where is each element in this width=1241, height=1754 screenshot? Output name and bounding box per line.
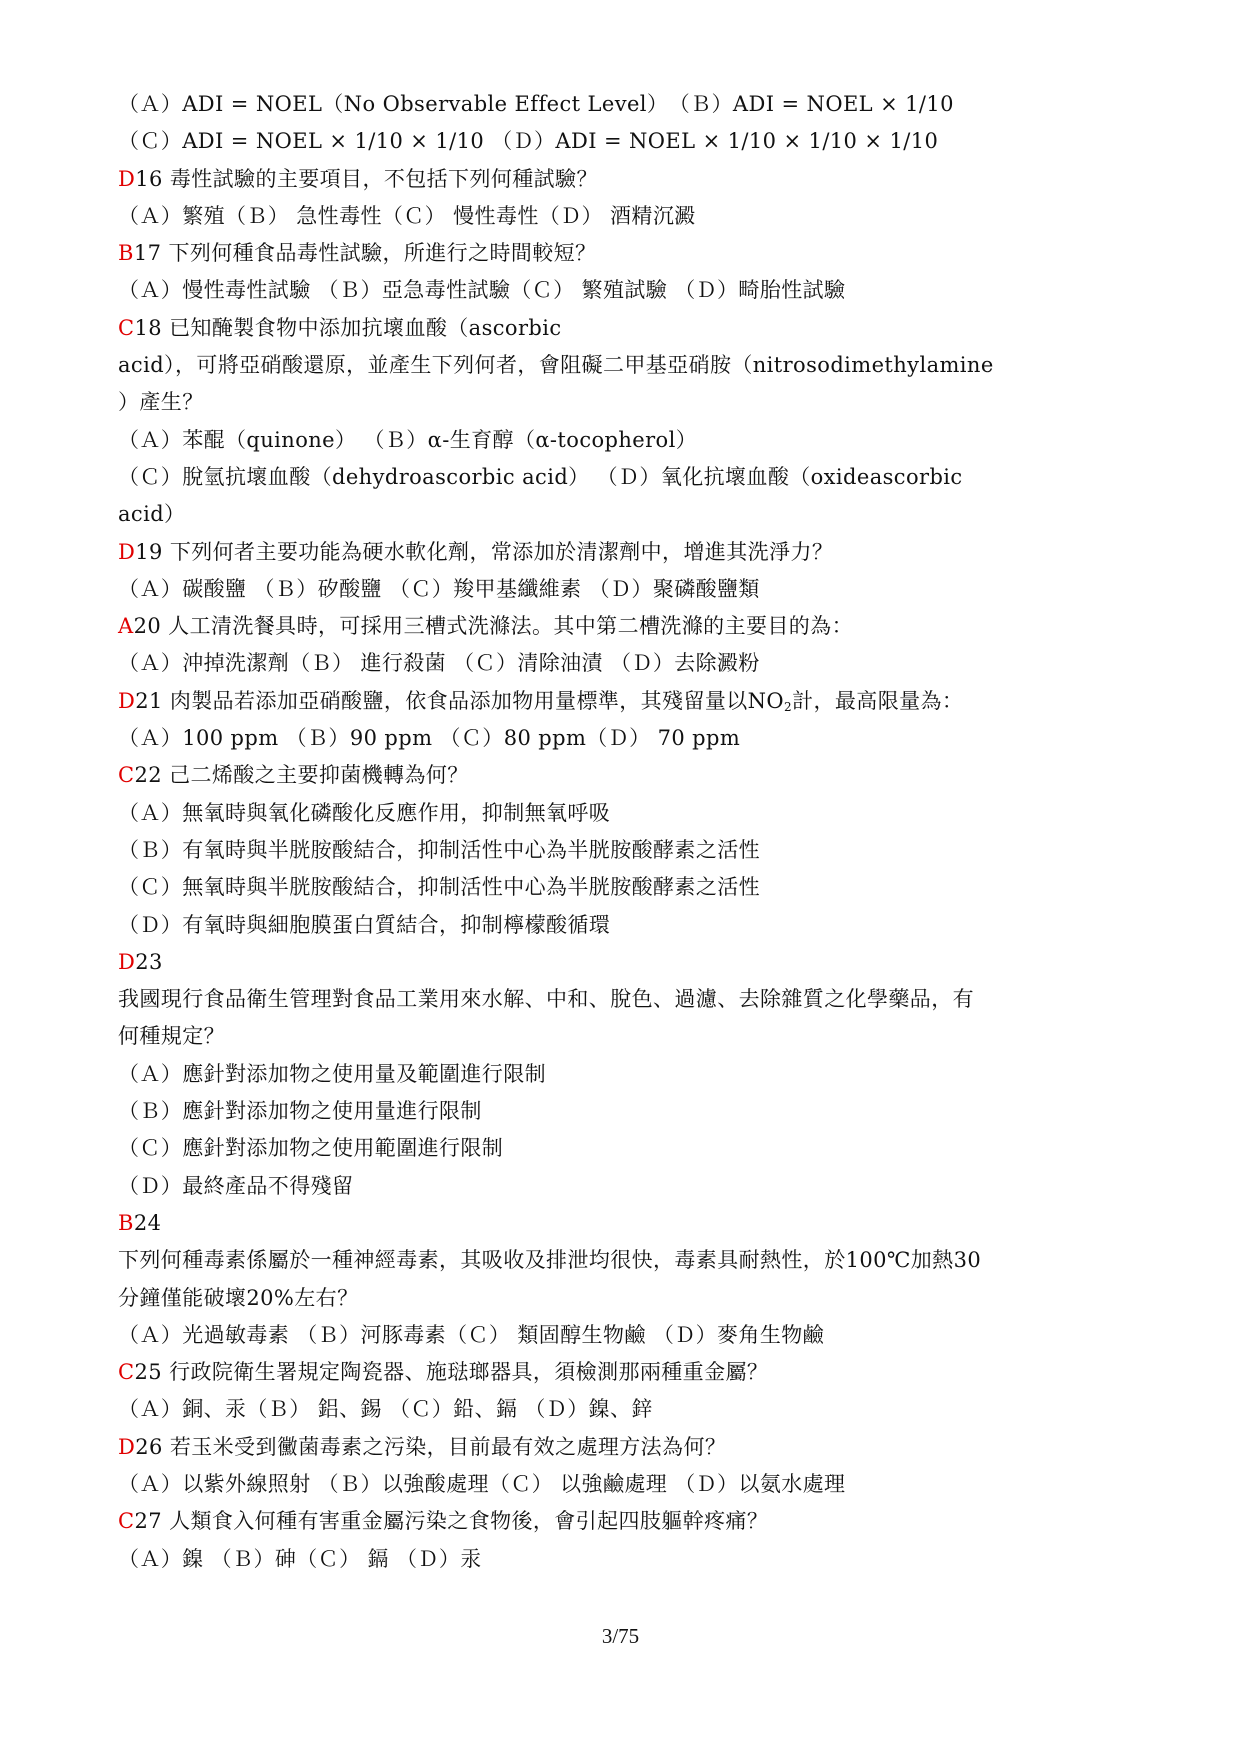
question-line: [118, 1354, 1128, 1391]
text-line: [118, 1242, 1128, 1279]
question-line: [118, 235, 1128, 272]
line-text: （Ｂ）應針對添加物之使用量進行限制: [118, 1099, 482, 1124]
line-text-continued: 計，最高限量為：: [792, 688, 964, 713]
line-text: （Ａ）100 ppm （Ｂ）90 ppm （Ｃ）80 ppm（Ｄ） 70 ppm: [118, 726, 741, 751]
line-text: （Ａ）沖掉洗潔劑（Ｂ） 進行殺菌 （Ｃ）清除油漬 （Ｄ）去除澱粉: [118, 651, 760, 676]
line-text: （Ｃ）應針對添加物之使用範圍進行限制: [118, 1136, 504, 1161]
answer-letter: B: [118, 1210, 134, 1235]
line-text: 21 肉製品若添加亞硝酸鹽，依食品添加物用量標準，其殘留量以NO: [135, 688, 785, 713]
line-text: 分鐘僅能破壞20%左右？: [118, 1285, 359, 1310]
question-line: [118, 1205, 1128, 1242]
line-text: （Ｄ）最終產品不得殘留: [118, 1173, 354, 1198]
text-line: [118, 832, 1128, 869]
subscript: 2: [784, 699, 793, 714]
line-text: （Ｃ）脫氫抗壞血酸（dehydroascorbic acid） （Ｄ）氧化抗壞血酸（oxideascorbic: [118, 464, 963, 489]
line-text: 26 若玉米受到黴菌毒素之污染，目前最有效之處理方法為何？: [135, 1434, 727, 1459]
text-line: [118, 1130, 1128, 1167]
answer-letter: C: [118, 1509, 135, 1534]
question-line: [118, 683, 1128, 720]
text-line: [118, 1018, 1128, 1055]
line-text: 27 人類食入何種有害重金屬污染之食物後，會引起四肢軀幹疼痛？: [134, 1509, 769, 1534]
line-text: 何種規定？: [118, 1024, 225, 1049]
line-text: 24: [133, 1210, 162, 1235]
line-text: ）產生？: [118, 390, 204, 415]
line-text: （Ａ）慢性毒性試驗 （Ｂ）亞急毒性試驗（Ｃ） 繁殖試驗 （Ｄ）畸胎性試驗: [118, 278, 846, 303]
page-number: 3/75: [601, 1624, 640, 1648]
text-line: [118, 1541, 1128, 1578]
text-line: [118, 795, 1128, 832]
line-text: （Ａ）銅、汞（Ｂ） 鋁、錫 （Ｃ）鉛、鎘 （Ｄ）鎳、鋅: [118, 1397, 653, 1422]
text-line: [118, 86, 1128, 123]
answer-letter: D: [118, 688, 136, 713]
question-line: [118, 944, 1128, 981]
line-text: （Ａ）碳酸鹽 （Ｂ）矽酸鹽 （Ｃ）羧甲基纖維素 （Ｄ）聚磷酸鹽類: [118, 576, 760, 601]
line-text: acid），可將亞硝酸還原，並產生下列何者，會阻礙二甲基亞硝胺（nitrosodimethylamine: [118, 353, 994, 378]
question-list: [118, 86, 1128, 1578]
text-line: [118, 459, 1128, 496]
answer-letter: D: [118, 949, 136, 974]
text-line: [118, 1317, 1128, 1354]
line-text: （Ａ）以紫外線照射 （Ｂ）以強酸處理（Ｃ） 以強鹼處理 （Ｄ）以氨水處理: [118, 1471, 846, 1496]
line-text: （Ａ）ADI = NOEL（No Observable Effect Level） （Ｂ）ADI = NOEL × 1/10: [118, 92, 954, 116]
text-line: [118, 645, 1128, 682]
line-text: （Ａ）苯醌（quinone） （Ｂ）α-生育醇（α-tocopherol）: [118, 427, 698, 452]
line-text: 16 毒性試驗的主要項目，不包括下列何種試驗？: [135, 166, 598, 191]
answer-letter: B: [118, 241, 134, 266]
answer-letter: D: [118, 166, 136, 191]
line-text: （Ｃ）ADI = NOEL × 1/10 × 1/10 （Ｄ）ADI = NOEL × 1/10 × 1/10 × 1/10: [118, 129, 939, 154]
text-line: [118, 1093, 1128, 1130]
line-text: 19 下列何者主要功能為硬水軟化劑，常添加於清潔劑中，增進其洗淨力？: [135, 539, 834, 564]
text-line: [118, 869, 1128, 906]
text-line: [118, 272, 1128, 309]
line-text: 25 行政院衛生署規定陶瓷器、施琺瑯器具，須檢測那兩種重金屬？: [134, 1360, 769, 1385]
line-text: 23: [135, 949, 163, 974]
question-line: [118, 608, 1128, 645]
question-line: [118, 534, 1128, 571]
text-line: [118, 1168, 1128, 1205]
question-line: [118, 1503, 1128, 1540]
text-line: [118, 123, 1128, 160]
line-text: （Ａ）應針對添加物之使用量及範圍進行限制: [118, 1061, 546, 1086]
line-text: （Ｄ）有氧時與細胞膜蛋白質結合，抑制檸檬酸循環: [118, 912, 611, 937]
line-text: （Ｂ）有氧時與半胱胺酸結合，抑制活性中心為半胱胺酸酵素之活性: [118, 837, 760, 862]
line-text: 20 人工清洗餐具時，可採用三槽式洗滌法。其中第二槽洗滌的主要目的為：: [133, 614, 853, 639]
text-line: [118, 720, 1128, 757]
answer-letter: D: [118, 539, 136, 564]
line-text: （Ａ）光過敏毒素 （Ｂ）河豚毒素（Ｃ） 類固醇生物鹼 （Ｄ）麥角生物鹼: [118, 1322, 825, 1347]
line-text: acid）: [118, 502, 186, 527]
text-line: [118, 1466, 1128, 1503]
line-text: 22 己二烯酸之主要抑菌機轉為何？: [134, 763, 469, 788]
line-text: （Ａ）鎳 （Ｂ）砷（Ｃ） 鎘 （Ｄ）汞: [118, 1546, 482, 1571]
text-line: [118, 347, 1128, 384]
line-text: （Ａ）無氧時與氧化磷酸化反應作用，抑制無氧呼吸: [118, 800, 611, 825]
question-line: [118, 757, 1128, 794]
text-line: [118, 981, 1128, 1018]
line-text: 我國現行食品衛生管理對食品工業用來水解、中和、脫色、過濾、去除雜質之化學藥品，有: [118, 987, 974, 1012]
answer-letter: C: [118, 315, 135, 340]
text-line: [118, 1056, 1128, 1093]
answer-letter: C: [118, 1360, 135, 1385]
question-line: [118, 310, 1128, 347]
question-line: [118, 161, 1128, 198]
text-line: [118, 422, 1128, 459]
answer-letter: C: [118, 763, 135, 788]
answer-letter: A: [118, 614, 134, 639]
line-text: （Ａ）繁殖（Ｂ） 急性毒性（Ｃ） 慢性毒性（Ｄ） 酒精沉澱: [118, 203, 696, 228]
text-line: [118, 198, 1128, 235]
text-line: [118, 907, 1128, 944]
text-line: [118, 1391, 1128, 1428]
text-line: [118, 496, 1128, 533]
text-line: [118, 1280, 1128, 1317]
text-line: [118, 384, 1128, 421]
text-line: [118, 571, 1128, 608]
line-text: 17 下列何種食品毒性試驗，所進行之時間較短？: [133, 241, 597, 266]
line-text: 18 已知醃製食物中添加抗壞血酸（ascorbic: [134, 315, 562, 340]
line-text: 下列何種毒素係屬於一種神經毒素，其吸收及排泄均很快，毒素具耐熱性，於100℃加熱30: [118, 1248, 982, 1273]
line-text: （Ｃ）無氧時與半胱胺酸結合，抑制活性中心為半胱胺酸酵素之活性: [118, 875, 760, 900]
answer-letter: D: [118, 1434, 136, 1459]
question-line: [118, 1429, 1128, 1466]
